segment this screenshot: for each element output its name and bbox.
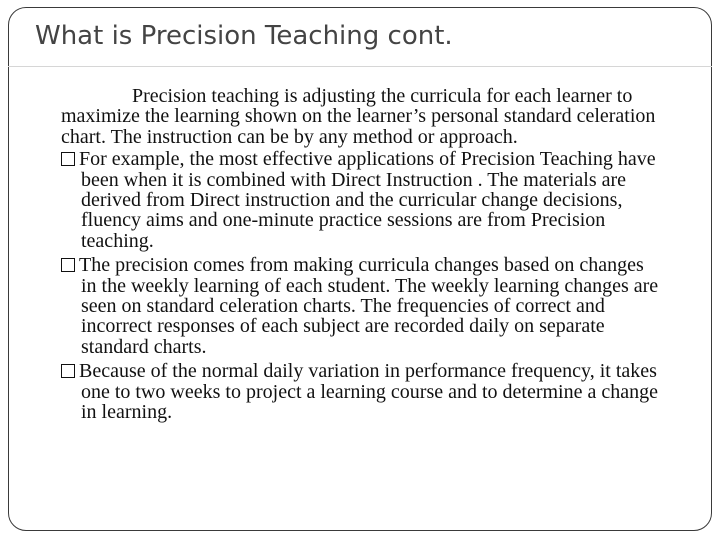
slide-title: What is Precision Teaching cont. <box>35 21 453 51</box>
bullet-text: The precision comes from making curricula changes based on changes in the weekly learning of each student. The weekly learning changes are seen on standard celeration charts. The frequencies of correct and incorrect responses of each subject are recorded daily on separate standard charts. <box>79 254 659 358</box>
bullet-item <box>61 361 661 422</box>
square-bullet-icon <box>61 258 75 272</box>
bullet-text: Because of the normal daily variation in performance frequency, it takes one to two weeks to project a learning course and to determine a change in learning. <box>79 360 659 424</box>
slide-body <box>61 86 661 427</box>
intro-paragraph: Precision teaching is adjusting the curricula for each learner to maximize the learning shown on the learner’s personal standard celeration chart. The instruction can be by any method or approach. <box>61 85 656 148</box>
square-bullet-icon <box>61 364 75 378</box>
square-bullet-icon <box>61 152 75 166</box>
bullet-item <box>61 255 661 357</box>
bullet-text: For example, the most effective applications of Precision Teaching have been when it is combined with Direct Instruction . The materials are derived from Direct instruction and the curricular change decisions, fluency aims and one-minute practice sessions are from Precision teaching. <box>79 148 656 252</box>
title-bar <box>8 7 712 67</box>
bullet-item <box>61 149 661 251</box>
